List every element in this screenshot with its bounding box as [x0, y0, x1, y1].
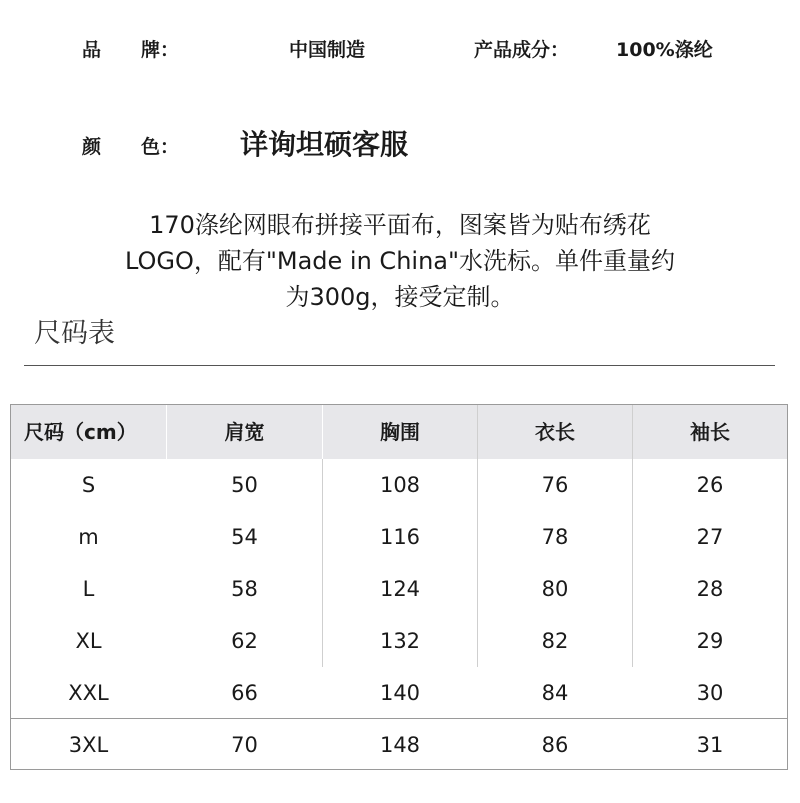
column-divider	[166, 405, 167, 459]
header-shoulder: 肩宽	[167, 405, 322, 459]
cell-length: 86	[541, 733, 569, 757]
table-row	[11, 667, 787, 719]
section-divider	[24, 365, 775, 366]
color-label-first-char: 颜	[82, 136, 102, 158]
table-row	[11, 511, 787, 563]
color-value: 详询坦硕客服	[240, 128, 409, 161]
cell-size: S	[81, 473, 96, 497]
cell-size: 3XL	[68, 733, 109, 757]
cell-sleeve: 29	[696, 629, 724, 653]
header-length: 衣长	[478, 405, 632, 459]
cell-sleeve: 30	[696, 681, 724, 705]
product-description	[60, 207, 740, 315]
brand-label-first-char: 品	[82, 39, 102, 61]
cell-length: 82	[541, 629, 569, 653]
cell-length: 84	[541, 681, 569, 705]
table-header	[11, 405, 787, 459]
cell-sleeve: 31	[696, 733, 724, 757]
description-line: 为300g，接受定制。	[285, 283, 515, 311]
table-row	[11, 615, 787, 667]
table-row	[11, 459, 787, 511]
cell-sleeve: 27	[696, 525, 724, 549]
header-size: 尺码（cm）	[11, 405, 166, 459]
cell-size: XXL	[68, 681, 109, 705]
cell-shoulder: 62	[231, 629, 258, 653]
column-divider	[322, 405, 323, 459]
header-sleeve: 袖长	[633, 405, 787, 459]
cell-shoulder: 66	[231, 681, 258, 705]
cell-sleeve: 26	[696, 473, 724, 497]
header-chest: 胸围	[323, 405, 477, 459]
cell-shoulder: 54	[231, 525, 258, 549]
description-line: LOGO，配有"Made in China"水洗标。单件重量约	[124, 247, 676, 275]
color-label-second-char: 色：	[141, 136, 180, 158]
material-value: 100%涤纶	[616, 39, 713, 61]
cell-length: 78	[541, 525, 569, 549]
cell-chest: 108	[379, 473, 421, 497]
cell-shoulder: 50	[231, 473, 258, 497]
cell-chest: 140	[379, 681, 421, 705]
cell-shoulder: 70	[231, 733, 258, 757]
cell-chest: 124	[379, 577, 421, 601]
description-line: 170涤纶网眼布拼接平面布，图案皆为贴布绣花	[149, 211, 651, 239]
cell-sleeve: 28	[696, 577, 724, 601]
brand-label-second-char: 牌：	[141, 39, 180, 61]
material-label: 产品成分：	[474, 39, 570, 61]
cell-shoulder: 58	[231, 577, 258, 601]
size-table	[10, 404, 788, 770]
cell-chest: 132	[379, 629, 421, 653]
cell-length: 76	[541, 473, 569, 497]
brand-value: 中国制造	[289, 39, 366, 61]
cell-length: 80	[541, 577, 569, 601]
cell-size: XL	[75, 629, 102, 653]
cell-chest: 116	[379, 525, 421, 549]
table-row	[11, 719, 787, 770]
table-row	[11, 563, 787, 615]
cell-chest: 148	[379, 733, 421, 757]
cell-size: m	[78, 525, 99, 549]
size-chart-title: 尺码表	[34, 318, 115, 349]
cell-size: L	[82, 577, 95, 601]
